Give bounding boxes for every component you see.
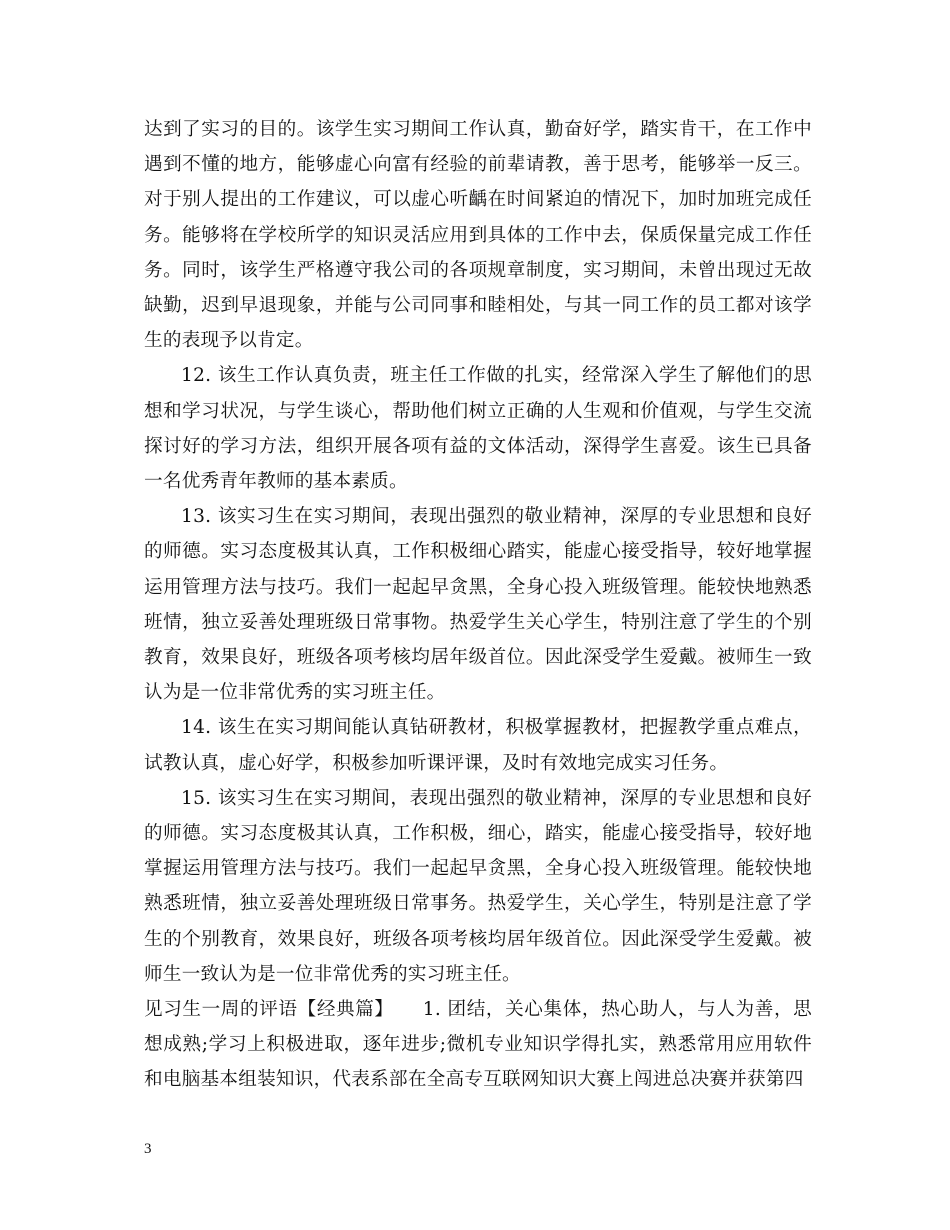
paragraph-item-12: 12. 该生工作认真负责，班主任工作做的扎实，经常深入学生了解他们的思想和学习状况，与学生谈心，帮助他们树立正确的人生观和价值观，与学生交流探讨好的学习方法，组织开展各项有益的文体活动，深得学生喜爱。该生已具备一名优秀青年教师的基本素质。 [144,365,812,493]
paragraph-item-15: 15. 该实习生在实习期间，表现出强烈的敬业精神，深厚的专业思想和良好的师德。实习态度极其认真，工作积极，细心，踏实，能虚心接受指导，较好地掌握运用管理方法与技巧。我们一起起早贪黑，全身心投入班级管理。能较快地熟悉班情，独立妥善处理班级日常事务。热爱学生，关心学生，特别是注意了学生的个别教育，效果良好，班级各项考核均居年级首位。因此深受学生爱戴。被师生一致认为是一位非常优秀的实习班主任。 [144,787,812,985]
document-body [144,112,812,1098]
paragraph-continuation: 达到了实习的目的。该学生实习期间工作认真，勤奋好学，踏实肯干，在工作中遇到不懂的地方，能够虚心向富有经验的前辈请教，善于思考，能够举一反三。对于别人提出的工作建议，可以虚心听齲在时间紧迫的情况下，加时加班完成任务。能够将在学校所学的知识灵活应用到具体的工作中去，保质保量完成工作任务。同时，该学生严格遵守我公司的各项规章制度，实习期间，未曾出现过无故缺勤，迟到早退现象，并能与公司同事和睦相处，与其一同工作的员工都对该学生的表现予以肯定。 [144,119,812,352]
page-number: 3 [144,1141,152,1157]
paragraph-item-13: 13. 该实习生在实习期间，表现出强烈的敬业精神，深厚的专业思想和良好的师德。实习态度极其认真，工作积极细心踏实，能虚心接受指导，较好地掌握运用管理方法与技巧。我们一起起早贪黑，全身心投入班级管理。能较快地熟悉班情，独立妥善处理班级日常事物。热爱学生关心学生，特别注意了学生的个别教育，效果良好，班级各项考核均居年级首位。因此深受学生爱戴。被师生一致认为是一位非常优秀的实习班主任。 [144,506,812,704]
paragraph-section-heading: 见习生一周的评语【经典篇】 1. 团结，关心集体，热心助人，与人为善，思想成熟;学习上积极进取，逐年进步;微机专业知识学得扎实，熟悉常用应用软件和电脑基本组装知识，代表系部在全高专互联网知识大赛上闯进总决赛并获第四 [144,999,812,1091]
paragraph-item-14: 14. 该生在实习期间能认真钻研教材，积极掌握教材，把握教学重点难点，试教认真，虚心好学，积极参加听课评课，及时有效地完成实习任务。 [144,717,812,774]
